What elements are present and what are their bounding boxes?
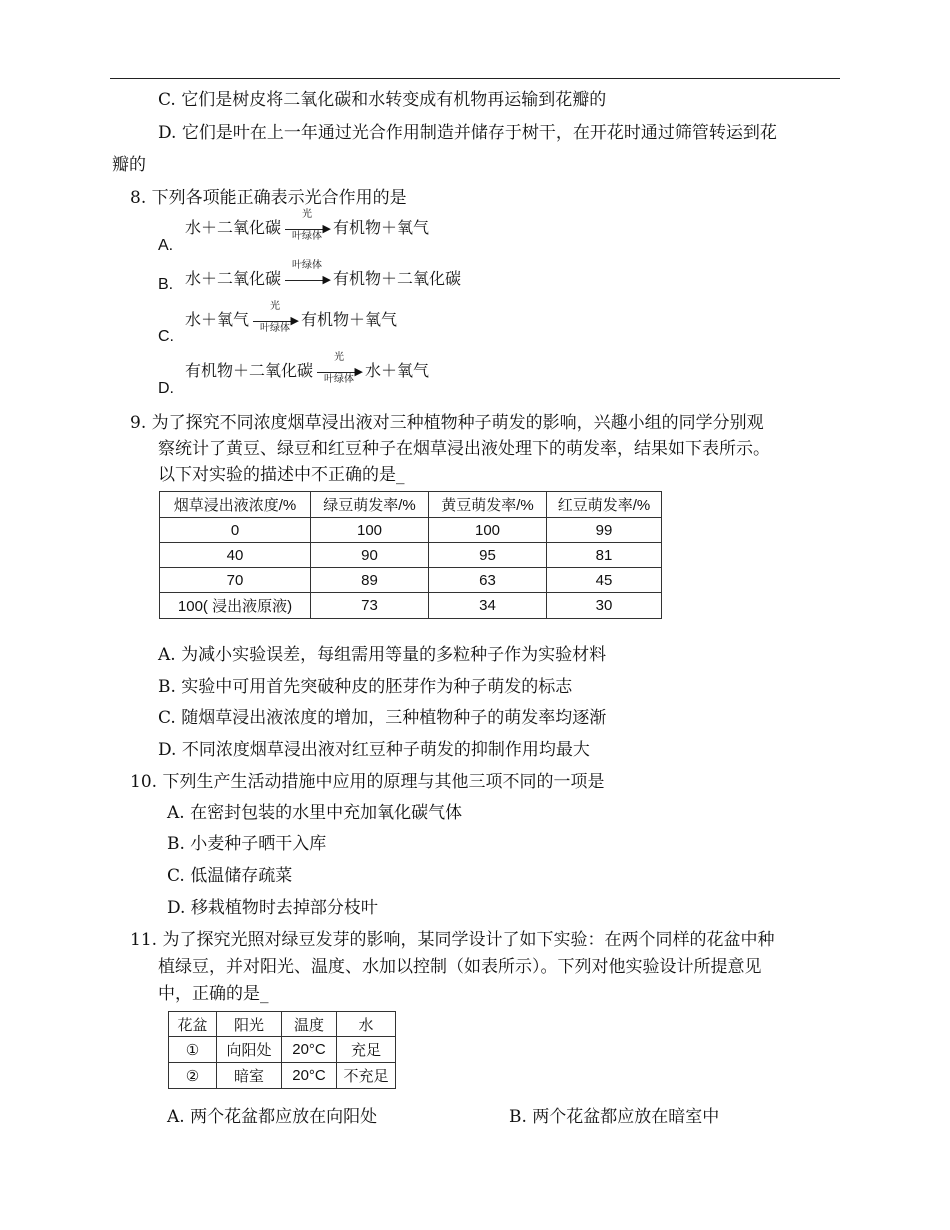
arrow-condition-above: 光 [334, 352, 345, 363]
q8-option-b-equation [185, 260, 462, 290]
reaction-arrow: 光 ▶ 叶绿体 [317, 362, 361, 382]
table-row [160, 543, 662, 568]
q9-option-d: D. 不同浓度烟草浸出液对红豆种子萌发的抑制作用均最大 [158, 740, 590, 760]
table-row [160, 568, 662, 593]
table-cell: 81 [547, 543, 662, 568]
table-header-cell: 花盆 [169, 1012, 217, 1037]
table-header-cell: 绿豆萌发率/% [311, 492, 429, 518]
table-cell: 45 [547, 568, 662, 593]
table-cell: 0 [160, 518, 311, 543]
table-header-row [169, 1012, 396, 1037]
table-cell: 90 [311, 543, 429, 568]
q9-stem-line1: 9. 为了探究不同浓度烟草浸出液对三种植物种子萌发的影响，兴趣小组的同学分别观 [130, 413, 764, 433]
table-cell: 89 [311, 568, 429, 593]
q9-stem-line3: 以下对实验的描述中不正确的是_ [158, 465, 405, 485]
q11-stem-line3: 中，正确的是_ [158, 984, 269, 1004]
table-row [169, 1063, 396, 1089]
q8-option-b-letter: B. [158, 276, 174, 293]
table-cell: 34 [429, 593, 547, 619]
table-cell: 100 [429, 518, 547, 543]
q11-option-b: B. 两个花盆都应放在暗室中 [509, 1107, 720, 1127]
table-cell: 不充足 [337, 1063, 396, 1089]
equation-products: 有机物＋二氧化碳 [333, 271, 462, 288]
table-cell: 向阳处 [217, 1037, 282, 1063]
table-header-cell: 黄豆萌发率/% [429, 492, 547, 518]
equation-products: 有机物＋氧气 [301, 312, 398, 329]
reaction-arrow: 叶绿体 ▶ [285, 270, 329, 290]
equation-reactants: 水＋二氧化碳 [185, 220, 282, 237]
q9-stem-line2: 察统计了黄豆、绿豆和红豆种子在烟草浸出液处理下的萌发率，结果如下表所示。 [158, 439, 770, 459]
table-cell: 30 [547, 593, 662, 619]
table-cell: 95 [429, 543, 547, 568]
q7-option-c: C. 它们是树皮将二氧化碳和水转变成有机物再运输到花瓣的 [158, 90, 607, 110]
table-cell: 99 [547, 518, 662, 543]
table-cell: ② [169, 1063, 217, 1089]
arrow-condition-above: 光 [270, 301, 281, 312]
table-cell: 20°C [282, 1063, 337, 1089]
reaction-arrow: 光 ▶ 叶绿体 [285, 219, 329, 239]
table-cell: 70 [160, 568, 311, 593]
table-header-cell: 温度 [282, 1012, 337, 1037]
q8-option-d-equation [185, 352, 430, 385]
arrow-condition-above: 叶绿体 [292, 260, 323, 271]
table-cell: 100( 浸出液原液) [160, 593, 311, 619]
arrow-condition-below: 叶绿体 [324, 374, 355, 385]
table-cell: 40 [160, 543, 311, 568]
table-header-cell: 阳光 [217, 1012, 282, 1037]
q8-option-c-equation [185, 301, 398, 334]
arrow-condition-above: 光 [302, 209, 313, 220]
q10-option-c: C. 低温储存疏菜 [167, 866, 293, 886]
equation-reactants: 有机物＋二氧化碳 [185, 363, 314, 380]
q10-stem: 10. 下列生产生活动措施中应用的原理与其他三项不同的一项是 [130, 772, 605, 792]
equation-products: 有机物＋氧气 [333, 220, 430, 237]
table-cell: 73 [311, 593, 429, 619]
q11-stem-line1: 11. 为了探究光照对绿豆发芽的影响，某同学设计了如下实验：在两个同样的花盆中种 [130, 930, 775, 950]
reaction-arrow: 光 ▶ 叶绿体 [253, 311, 297, 331]
table-cell: 暗室 [217, 1063, 282, 1089]
table-cell: 100 [311, 518, 429, 543]
q9-data-table [159, 491, 662, 619]
table-header-cell: 水 [337, 1012, 396, 1037]
q8-option-d-letter: D. [158, 380, 174, 397]
table-cell: ① [169, 1037, 217, 1063]
q8-option-a-letter: A. [158, 237, 174, 254]
table-row [160, 593, 662, 619]
q8-stem: 8. 下列各项能正确表示光合作用的是 [130, 188, 407, 208]
table-header-cell: 红豆萌发率/% [547, 492, 662, 518]
q7-option-d-line1: D. 它们是叶在上一年通过光合作用制造并储存于树干，在开花时通过筛管转运到花 [158, 123, 777, 143]
q10-option-d: D. 移栽植物时去掉部分枝叶 [167, 898, 378, 918]
arrow-condition-below: 叶绿体 [260, 323, 291, 334]
table-row [160, 518, 662, 543]
table-header-row [160, 492, 662, 518]
equation-reactants: 水＋二氧化碳 [185, 271, 282, 288]
table-cell: 20°C [282, 1037, 337, 1063]
table-row [169, 1037, 396, 1063]
q7-option-d-line2: 瓣的 [112, 155, 146, 175]
q10-option-b: B. 小麦种子晒干入库 [167, 834, 327, 854]
header-rule [110, 78, 840, 79]
equation-reactants: 水＋氧气 [185, 312, 250, 329]
q11-data-table [168, 1011, 396, 1089]
q11-stem-line2: 植绿豆，并对阳光、温度、水加以控制（如表所示）。下列对他实验设计所提意见 [158, 957, 762, 977]
table-cell: 充足 [337, 1037, 396, 1063]
table-cell: 63 [429, 568, 547, 593]
q8-option-c-letter: C. [158, 328, 174, 345]
q11-option-a: A. 两个花盆都应放在向阳处 [167, 1107, 378, 1127]
q9-option-a: A. 为减小实验误差，每组需用等量的多粒种子作为实验材料 [158, 645, 607, 665]
equation-products: 水＋氧气 [365, 363, 430, 380]
q8-option-a-equation [185, 209, 430, 242]
table-header-cell: 烟草浸出液浓度/% [160, 492, 311, 518]
arrow-condition-below: 叶绿体 [292, 231, 323, 242]
q9-option-c: C. 随烟草浸出液浓度的增加，三种植物种子的萌发率均逐渐 [158, 708, 607, 728]
q10-option-a: A. 在密封包装的水里中充加氧化碳气体 [167, 803, 463, 823]
q9-option-b: B. 实验中可用首先突破种皮的胚芽作为种子萌发的标志 [158, 677, 573, 697]
